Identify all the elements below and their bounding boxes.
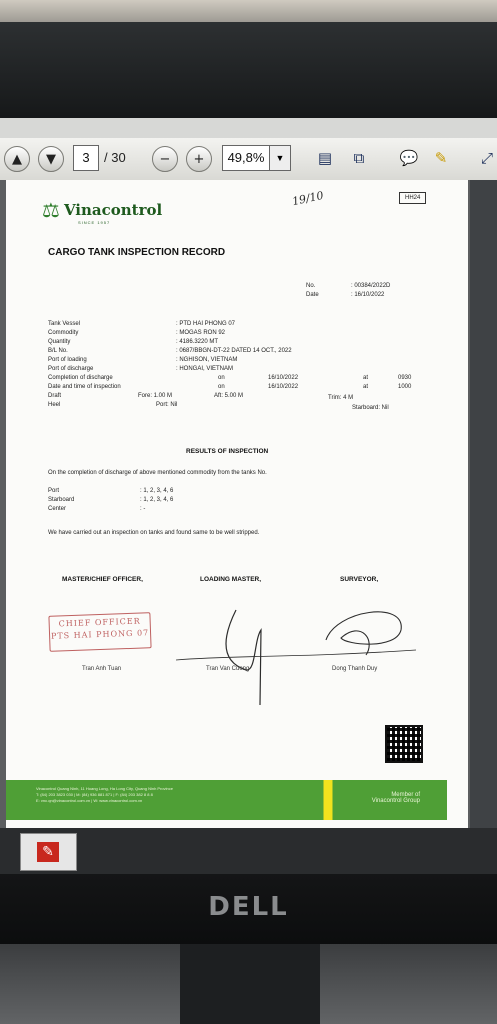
field-label: Completion of discharge: [48, 375, 113, 381]
starboard-value: : 1, 2, 3, 4, 6: [140, 497, 174, 503]
field-value: : PTD HAI PHONG 07: [176, 321, 236, 327]
trim-value: Trim: 4 M: [328, 395, 354, 401]
field-label: Port of discharge: [48, 366, 94, 372]
inspection-at: at: [363, 384, 369, 390]
vinacontrol-logo-icon: ⚖: [42, 198, 60, 222]
completion-date: 16/10/2022: [268, 375, 299, 381]
footer-member: [350, 792, 420, 804]
document-footer: [6, 780, 447, 820]
field-value: : MOGAS RON 92: [176, 330, 226, 336]
field-value: on: [218, 375, 225, 381]
conclusion-text: We have carried out an inspection on tanks and found same to be well stripped.: [48, 530, 260, 536]
inspection-date: 16/10/2022: [268, 384, 299, 390]
vinacontrol-logo: [42, 198, 162, 222]
field-label: Quantity: [48, 339, 71, 345]
footer-line-1: Vinacontrol Quang Ninh, 11 Hoang Long, Ha Long City, Quang Ninh Province: [36, 786, 173, 791]
pdf-page: [6, 180, 468, 830]
next-page-button[interactable]: ▼: [38, 146, 64, 172]
footer-address: [36, 786, 173, 804]
comment-icon[interactable]: 💬: [399, 149, 419, 167]
completion-text: On the completion of discharge of above mentioned commodity from the tanks No.: [48, 470, 267, 476]
field-value: : NGHISON, VIETNAM: [176, 357, 238, 363]
completion-at: at: [363, 375, 369, 381]
date-value: : 16/10/2022: [351, 292, 385, 298]
previous-page-button[interactable]: ▲: [4, 146, 30, 172]
brand-name: Vinacontrol: [63, 201, 163, 219]
center-label: Center: [48, 506, 67, 512]
results-title: RESULTS OF INSPECTION: [186, 448, 269, 455]
field-value: : 4186.3220 MT: [176, 339, 219, 345]
field-value: on: [218, 384, 225, 390]
field-label: Port of loading: [48, 357, 87, 363]
field-value: : 0687/BBGN-DT-22 DATED 14 OCT., 2022: [176, 348, 292, 354]
expand-icon[interactable]: ⤢: [480, 149, 493, 167]
document-view: [0, 180, 497, 832]
zoom-out-button[interactable]: −: [152, 146, 178, 172]
taskbar-pdf-app[interactable]: [20, 833, 77, 871]
scroll-mode-icon[interactable]: ▤: [317, 149, 333, 167]
name-surveyor: Dong Thanh Duy: [332, 666, 378, 672]
field-label: Heel: [48, 402, 61, 408]
center-value: : -: [140, 506, 146, 512]
field-label: Date and time of inspection: [48, 384, 121, 390]
pdf-toolbar: [0, 138, 497, 181]
page-count: / 30: [104, 150, 126, 165]
stamp-line-1: CHIEF OFFICER: [58, 616, 141, 629]
dell-logo: DELL: [208, 892, 289, 922]
vertical-scrollbar[interactable]: [470, 180, 497, 832]
draft-fore: Fore: 1.00 M: [138, 393, 173, 399]
chief-officer-stamp: [48, 612, 151, 652]
pdf-icon: ✎: [37, 842, 59, 862]
document-title: CARGO TANK INSPECTION RECORD: [48, 247, 226, 258]
date-label: Date: [306, 292, 319, 298]
footer-line-2: T: (84) 203 3823 030 | M: (84) 936 881 871 | F: (84) 203 382 8 8 8: [36, 792, 153, 797]
heel-port: Port: Nil: [156, 402, 178, 408]
form-code: HH24: [399, 192, 426, 204]
stamp-line-2: PTS HAI PHONG 07: [50, 628, 150, 641]
field-label: Draft: [48, 393, 62, 399]
top-signature: 19/10: [290, 188, 325, 209]
footer-line-3: E: vnc.qn@vinacontrol.com.vn | W: www.vinacontrol.com.vn: [36, 798, 143, 803]
role-master-officer: MASTER/CHIEF OFFICER,: [62, 576, 143, 583]
field-value: : HONGAI, VIETNAM: [176, 366, 234, 372]
field-label: Tank Vessel: [48, 321, 81, 327]
no-value: : 00384/2022D: [351, 283, 391, 289]
name-officer: Tran Anh Tuan: [82, 666, 122, 672]
brand-since: SINCE 1957: [78, 220, 111, 225]
field-label: Commodity: [48, 330, 79, 336]
field-label: B/L No.: [48, 348, 68, 354]
port-value: : 1, 2, 3, 4, 6: [140, 488, 174, 494]
signatures-drawing: [176, 600, 436, 710]
heel-starboard: Starboard: Nil: [352, 405, 389, 411]
no-label: No.: [306, 283, 316, 289]
fit-page-icon[interactable]: ⧉: [353, 149, 365, 167]
draft-aft: Aft: 5.00 M: [214, 393, 244, 399]
zoom-in-button[interactable]: +: [186, 146, 212, 172]
monitor-stand: [180, 944, 320, 1024]
role-surveyor: SURVEYOR,: [340, 576, 379, 583]
page-number-input[interactable]: 3: [73, 145, 99, 171]
zoom-level-input[interactable]: 49,8%: [222, 145, 270, 171]
monitor-screen: [0, 118, 497, 832]
role-loading-master: LOADING MASTER,: [200, 576, 262, 583]
starboard-label: Starboard: [48, 497, 75, 503]
port-label: Port: [48, 488, 60, 494]
highlight-text-icon[interactable]: ✎: [434, 149, 448, 167]
qr-code: [385, 725, 423, 763]
footer-member-label: Member of: [391, 792, 420, 798]
completion-time: 0930: [398, 375, 412, 381]
inspection-time: 1000: [398, 384, 412, 390]
footer-group-label: Vinacontrol Group: [371, 798, 420, 804]
monitor-bezel-top: [0, 22, 497, 122]
name-loading-master: Tran Van Cuong: [206, 666, 250, 672]
zoom-dropdown-button[interactable]: ▼: [269, 145, 291, 171]
taskbar: [0, 828, 497, 874]
